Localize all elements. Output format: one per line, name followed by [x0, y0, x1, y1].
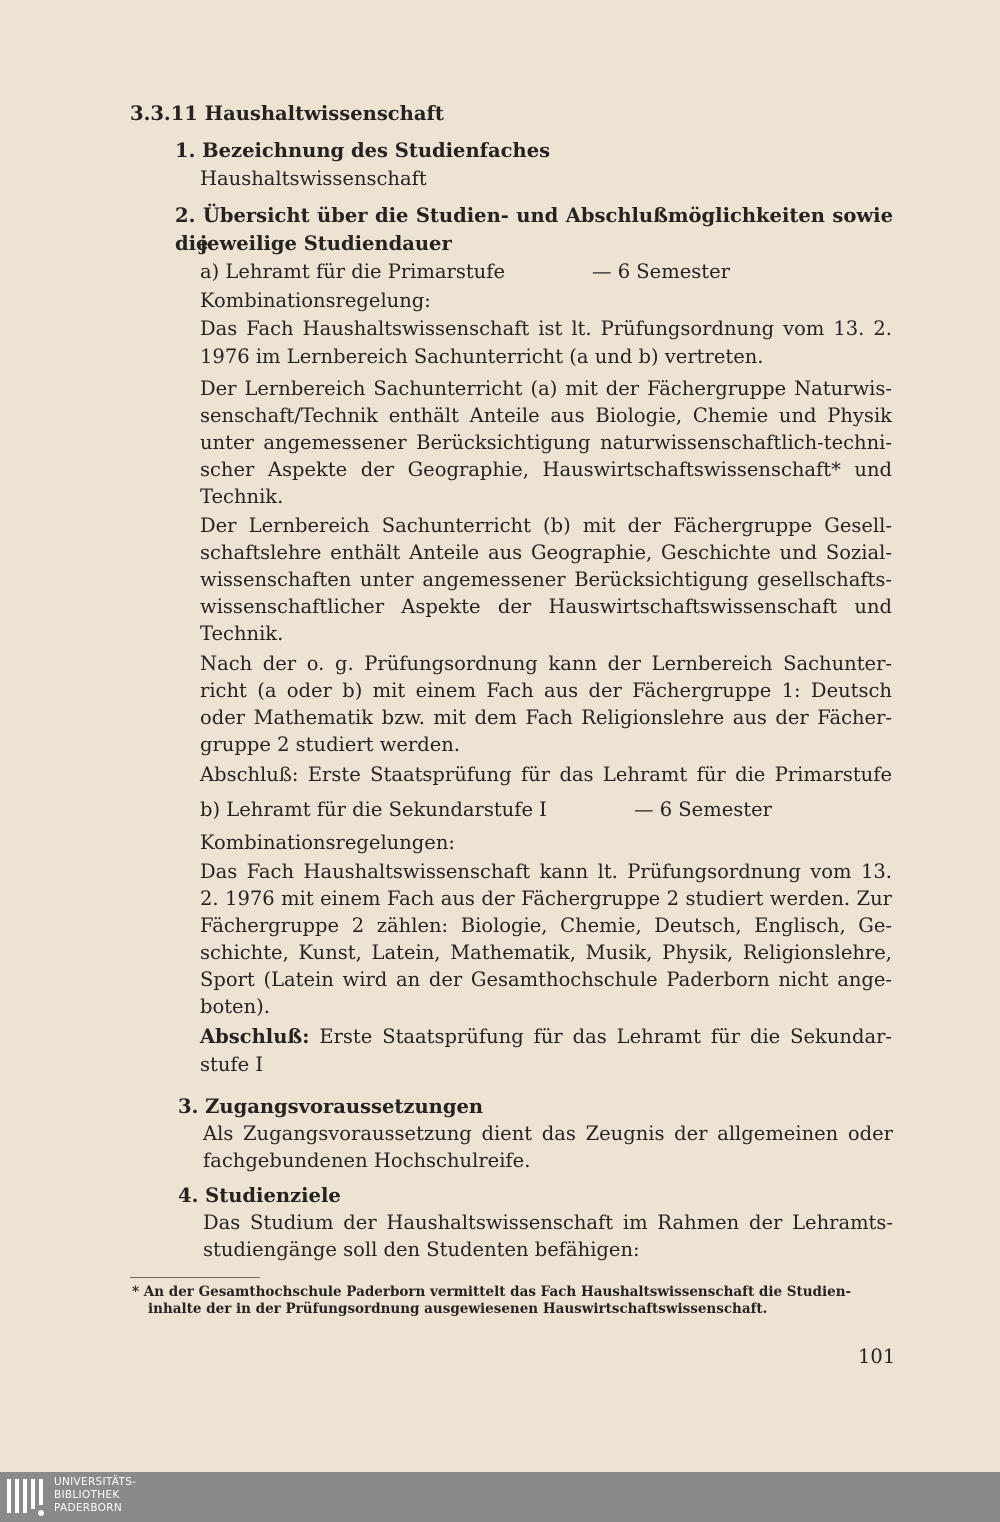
library-logo-icon	[6, 1477, 46, 1517]
item-1-heading	[175, 137, 550, 165]
part-b-abschluss-text: Erste Staatsprüfung für das Lehramt für die Sekundar-	[319, 1025, 892, 1048]
library-footer	[0, 1472, 1000, 1522]
item-4-title: Studienziele	[205, 1184, 341, 1207]
footnote-line1: * An der Gesamthochschule Paderborn vermittelt das Fach Haushaltswissenschaft die Studien-	[132, 1284, 852, 1300]
part-b-duration: — 6 Semester	[634, 798, 772, 821]
section-number: 3.3.11	[130, 102, 198, 125]
part-a-line: Technik.	[200, 485, 284, 508]
part-b-line: boten).	[200, 995, 270, 1018]
item-2-heading-line2: jeweilige Studiendauer	[200, 232, 452, 255]
item-3-title: Zugangsvoraussetzungen	[205, 1095, 484, 1118]
part-a-line: Technik.	[200, 622, 284, 645]
part-a-line: Der Lernbereich Sachunterricht (b) mit der Fächergruppe Gesell-	[200, 514, 892, 537]
item-3-heading	[178, 1093, 483, 1121]
section-title: Haushaltwissenschaft	[204, 102, 444, 125]
item-1-title: Bezeichnung des Studienfaches	[202, 139, 551, 162]
part-a-line: scher Aspekte der Geographie, Hauswirtschaftswissenschaft* und	[200, 458, 892, 481]
item-2-number: 2.	[175, 204, 196, 227]
part-a-line: Der Lernbereich Sachunterricht (a) mit der Fächergruppe Naturwis-	[200, 377, 892, 400]
library-name-line3: PADERBORN	[54, 1502, 122, 1514]
part-a-line: wissenschaftlicher Aspekte der Hauswirtschaftswissenschaft und	[200, 595, 892, 618]
library-name-line2: BIBLIOTHEK	[54, 1489, 120, 1501]
item-4-number: 4.	[178, 1184, 199, 1207]
part-a-line: Das Fach Haushaltswissenschaft ist lt. Prüfungsordnung vom 13. 2.	[200, 317, 892, 340]
part-b-abschluss	[200, 1023, 892, 1051]
page-number: 101	[858, 1345, 896, 1368]
part-a-line: 1976 im Lernbereich Sachunterricht (a und b) vertreten.	[200, 345, 764, 368]
part-b-abschluss-label: Abschluß:	[200, 1025, 310, 1048]
item-4-heading	[178, 1182, 341, 1210]
part-a-line: Nach der o. g. Prüfungsordnung kann der Lernbereich Sachunter-	[200, 652, 892, 675]
library-name	[54, 1476, 136, 1515]
part-a-line: unter angemessener Berücksichtigung naturwissenschaftlich-techni-	[200, 431, 892, 454]
ziele-line2: studiengänge soll den Studenten befähigen:	[203, 1238, 640, 1261]
part-a-abschluss: Abschluß: Erste Staatsprüfung für das Lehramt für die Primarstufe	[200, 763, 892, 786]
part-b-abschluss-cont: stufe I	[200, 1053, 264, 1076]
item-2-title-line1: Übersicht über die Studien- und Abschlußmöglichkeiten sowie die	[175, 204, 893, 255]
part-b-line: Sport (Latein wird an der Gesamthochschule Paderborn nicht ange-	[200, 968, 892, 991]
part-a-line: wissenschaften unter angemessener Berücksichtigung gesellschafts-	[200, 568, 892, 591]
part-b-title: b) Lehramt für die Sekundarstufe I	[200, 798, 547, 821]
part-b-line: 2. 1976 mit einem Fach aus der Fächergruppe 2 studiert werden. Zur	[200, 887, 892, 910]
part-a-komb-label: Kombinationsregelung:	[200, 289, 431, 312]
library-name-line1: UNIVERSITÄTS-	[54, 1476, 137, 1488]
zugang-line1: Als Zugangsvoraussetzung dient das Zeugnis der allgemeinen oder	[203, 1122, 893, 1145]
part-a-line: senschaft/Technik enthält Anteile aus Biologie, Chemie und Physik	[200, 404, 892, 427]
item-3-number: 3.	[178, 1095, 199, 1118]
part-b-line: schichte, Kunst, Latein, Mathematik, Musik, Physik, Religionslehre,	[200, 941, 892, 964]
part-a-duration: — 6 Semester	[592, 260, 730, 283]
part-a-line: schaftslehre enthält Anteile aus Geographie, Geschichte und Sozial-	[200, 541, 892, 564]
footnote-rule	[130, 1277, 260, 1278]
part-a-line: oder Mathematik bzw. mit dem Fach Religionslehre aus der Fächer-	[200, 706, 892, 729]
ziele-line1: Das Studium der Haushaltswissenschaft im Rahmen der Lehramts-	[203, 1211, 893, 1234]
part-a-title: a) Lehramt für die Primarstufe	[200, 260, 505, 283]
part-b-komb-label: Kombinationsregelungen:	[200, 831, 455, 854]
footnote-line2: inhalte der in der Prüfungsordnung ausgewiesenen Hauswirtschaftswissenschaft.	[148, 1301, 768, 1317]
part-b-line: Das Fach Haushaltswissenschaft kann lt. Prüfungsordnung vom 13.	[200, 860, 892, 883]
zugang-line2: fachgebundenen Hochschulreife.	[203, 1149, 531, 1172]
part-a-line: gruppe 2 studiert werden.	[200, 733, 461, 756]
item-1-number: 1.	[175, 139, 196, 162]
part-b-line: Fächergruppe 2 zählen: Biologie, Chemie, Deutsch, Englisch, Ge-	[200, 914, 892, 937]
item-1-text: Haushaltswissenschaft	[200, 167, 427, 190]
section-heading	[130, 100, 444, 128]
part-a-line: richt (a oder b) mit einem Fach aus der Fächergruppe 1: Deutsch	[200, 679, 892, 702]
